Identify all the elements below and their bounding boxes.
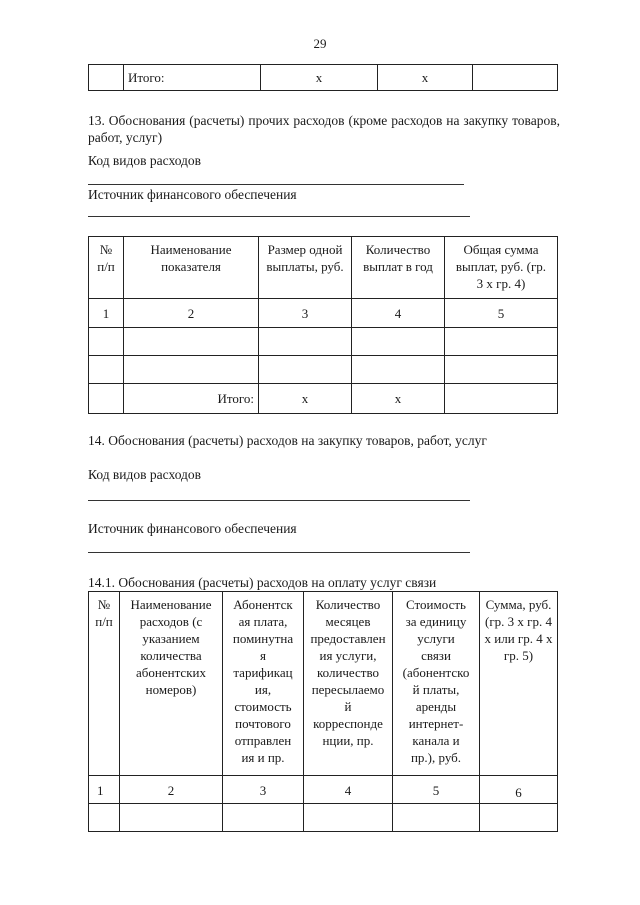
column-number: 3 [259, 299, 352, 328]
section13-table [88, 236, 558, 414]
section13-expense-code-line [88, 184, 464, 185]
section14-1-table [88, 591, 558, 832]
header-cell: Стоимость за единицу услуги связи (абонентско й платы, аренды интернет- канала и пр.), руб. [393, 592, 480, 776]
cell [89, 328, 124, 356]
total-x: х [352, 384, 445, 414]
section13-expense-code-label: Код видов расходов [88, 153, 202, 168]
cell [304, 804, 393, 832]
section14-1-heading: 14.1. Обоснования (расчеты) расходов на оплату услуг связи [88, 575, 437, 590]
section14-funding-source-label: Источник финансового обеспечения [88, 521, 297, 536]
total-x: х [259, 384, 352, 414]
cell [124, 328, 259, 356]
column-number: 3 [223, 776, 304, 804]
header-cell: Наименование расходов (с указанием количества абонентских номеров) [120, 592, 223, 776]
table-row [89, 804, 558, 832]
header-cell: Общая сумма выплат, руб. (гр. 3 х гр. 4) [445, 237, 558, 299]
total-label: Итого: [124, 65, 261, 91]
column-number: 5 [445, 299, 558, 328]
cell [445, 384, 558, 414]
section13-heading: 13. Обоснования (расчеты) прочих расходов (кроме расходов на закупку товаров, работ, услуг) [88, 113, 560, 145]
cell [352, 356, 445, 384]
cell [89, 804, 120, 832]
section14-funding-source-line [88, 552, 470, 553]
total-x: х [378, 65, 473, 91]
cell [223, 804, 304, 832]
cell [120, 804, 223, 832]
header-cell: Абонентск ая плата, поминутна я тарификац ия, стоимость почтового отправлен ия и пр. [223, 592, 304, 776]
total-label: Итого: [124, 384, 259, 414]
header-cell: Размер одной выплаты, руб. [259, 237, 352, 299]
column-number: 6 [480, 776, 558, 804]
column-number: 1 [89, 776, 120, 804]
section14-heading: 14. Обоснования (расчеты) расходов на закупку товаров, работ, услуг [88, 433, 487, 448]
column-number: 4 [304, 776, 393, 804]
table-row [89, 328, 558, 356]
cell [259, 328, 352, 356]
cell [445, 328, 558, 356]
section13-funding-source-line [88, 216, 470, 217]
header-cell: Наименование показателя [124, 237, 259, 299]
cell [480, 804, 558, 832]
cell [89, 384, 124, 414]
header-cell: № п/п [89, 237, 124, 299]
cell [259, 356, 352, 384]
column-number: 2 [120, 776, 223, 804]
header-cell: № п/п [89, 592, 120, 776]
section14-expense-code-line [88, 500, 470, 501]
column-number: 2 [124, 299, 259, 328]
section14-expense-code-label: Код видов расходов [88, 467, 202, 482]
cell [352, 328, 445, 356]
header-cell: Количество месяцев предоставлен ия услуги, количество пересылаемо й корреспонде нции, пр. [304, 592, 393, 776]
column-number: 5 [393, 776, 480, 804]
page-number: 29 [313, 36, 327, 51]
cell [445, 356, 558, 384]
cell [393, 804, 480, 832]
table-row [89, 356, 558, 384]
cell [89, 356, 124, 384]
cell [89, 65, 124, 91]
cell [124, 356, 259, 384]
cell [473, 65, 558, 91]
header-cell: Количество выплат в год [352, 237, 445, 299]
column-number: 4 [352, 299, 445, 328]
top-total-table [88, 64, 558, 91]
total-row [89, 384, 558, 414]
column-number: 1 [89, 299, 124, 328]
total-x: х [261, 65, 378, 91]
section13-funding-source-label: Источник финансового обеспечения [88, 187, 297, 202]
header-cell: Сумма, руб. (гр. 3 х гр. 4 х или гр. 4 х гр. 5) [480, 592, 558, 776]
